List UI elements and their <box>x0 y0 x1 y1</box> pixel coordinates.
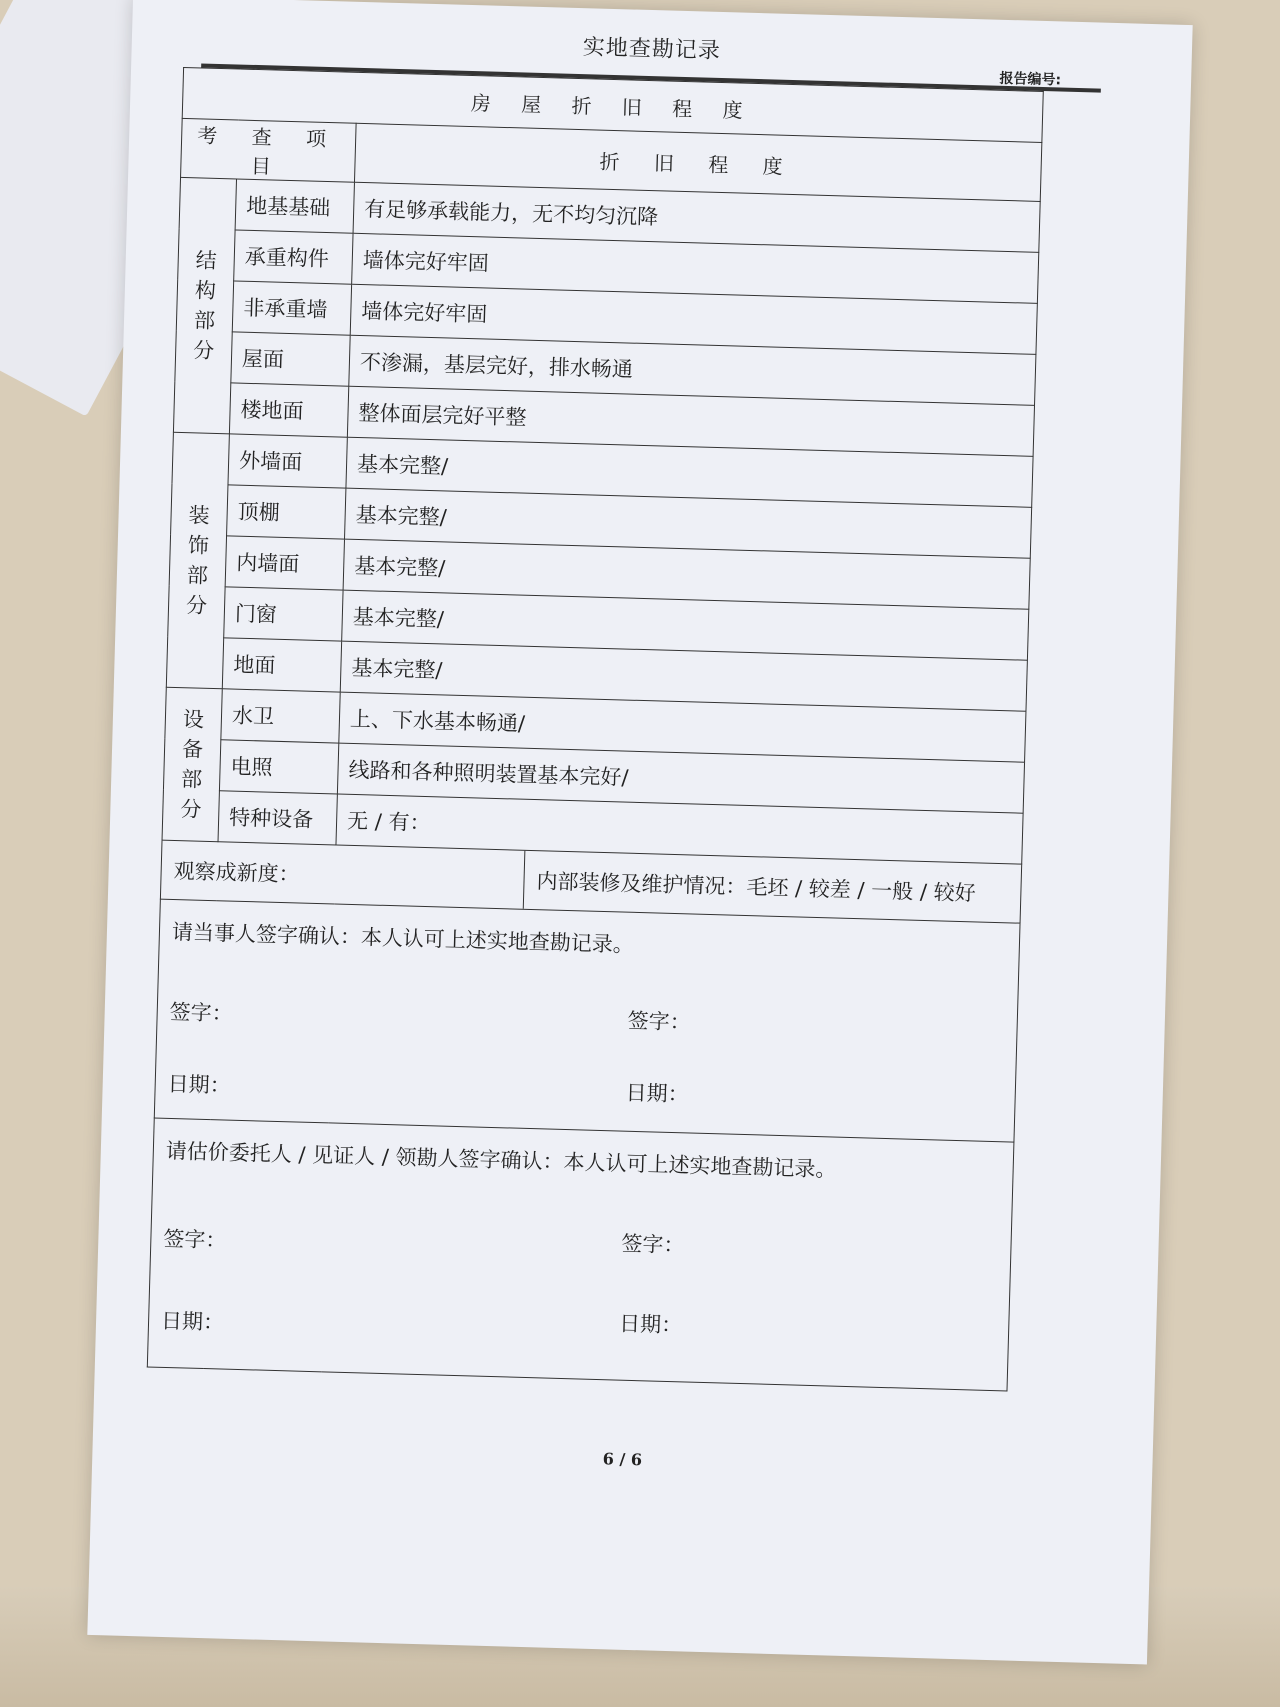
client-signature-left[interactable]: 签字： <box>163 1226 227 1253</box>
item-label: 屋面 <box>231 332 350 386</box>
item-value: 无 / 有： <box>336 794 1023 864</box>
client-date-left[interactable]: 日期： <box>160 1308 225 1335</box>
client-confirm-block <box>147 1118 1014 1391</box>
party-signature-left[interactable]: 签字： <box>169 999 234 1026</box>
group-label-char: 备 <box>181 737 204 762</box>
item-value: 墙体完好牢固 <box>350 284 1037 354</box>
column-header-item: 考 查 项 目 <box>181 118 357 182</box>
decoration-label: 内部装修及维护情况：毛坯 / 较差 / 一般 / 较好 <box>536 869 976 906</box>
newness-field[interactable] <box>161 841 525 909</box>
group-label-structure <box>173 177 236 433</box>
client-confirm-heading: 请估价委托人 / 见证人 / 领勘人签字确认：本人认可上述实地查勘记录。 <box>165 1138 837 1182</box>
item-label: 外墙面 <box>228 434 347 488</box>
item-value: 基本完整/ <box>343 539 1030 609</box>
page-number: 6 / 6 <box>602 1449 643 1470</box>
group-label-char: 设 <box>182 707 205 732</box>
party-date-left[interactable]: 日期： <box>167 1071 232 1098</box>
item-label: 楼地面 <box>229 383 348 437</box>
item-value: 不渗漏，基层完好，排水畅通 <box>349 335 1036 405</box>
item-value: 基本完整/ <box>345 488 1032 558</box>
item-label: 门窗 <box>224 587 343 641</box>
item-value: 基本完整/ <box>346 437 1033 507</box>
item-label: 地面 <box>222 638 341 692</box>
group-label-char: 分 <box>192 338 215 363</box>
group-label-decoration <box>166 432 229 688</box>
item-value: 上、下水基本畅通/ <box>339 692 1026 762</box>
group-label-char: 部 <box>193 308 216 333</box>
item-value: 基本完整/ <box>342 590 1029 660</box>
item-label: 内墙面 <box>225 536 344 590</box>
item-label: 水卫 <box>221 689 340 743</box>
column-header-degree: 折 旧 程 度 <box>354 123 1041 201</box>
group-label-char: 结 <box>195 248 218 273</box>
document-title: 实地查勘记录 <box>582 35 722 64</box>
item-value: 有足够承载能力，无不均匀沉降 <box>353 182 1040 252</box>
party-confirm-row <box>154 899 1020 1142</box>
client-signature-right[interactable]: 签字： <box>621 1231 685 1258</box>
item-value: 基本完整/ <box>340 641 1027 711</box>
client-confirm-row <box>147 1118 1014 1391</box>
item-label: 承重构件 <box>234 230 353 284</box>
item-value: 线路和各种照明装置基本完好/ <box>337 743 1024 813</box>
item-label: 特种设备 <box>218 791 337 845</box>
party-confirm-block <box>154 899 1020 1142</box>
party-date-right[interactable]: 日期： <box>625 1080 689 1107</box>
party-signature-right[interactable]: 签字： <box>627 1008 691 1035</box>
group-label-char: 饰 <box>187 533 210 558</box>
newness-label: 观察成新度： <box>173 859 300 887</box>
report-number-label: 报告编号: <box>999 70 1062 89</box>
item-label: 顶棚 <box>227 485 346 539</box>
item-value: 墙体完好牢固 <box>352 233 1039 303</box>
item-label: 电照 <box>219 740 338 794</box>
client-date-right[interactable]: 日期： <box>618 1311 683 1338</box>
group-label-char: 构 <box>194 278 217 303</box>
group-label-char: 部 <box>186 563 209 588</box>
section-title: 房 屋 折 旧 程 度 <box>182 67 1043 142</box>
group-label-char: 装 <box>188 503 210 528</box>
inspection-table <box>147 67 1044 1392</box>
group-label-char: 部 <box>180 767 203 792</box>
group-label-char: 分 <box>180 797 202 822</box>
item-label: 地基基础 <box>235 179 354 233</box>
item-value: 整体面层完好平整 <box>347 386 1034 456</box>
item-label: 非承重墙 <box>232 281 351 335</box>
group-label-char: 分 <box>185 593 208 618</box>
document-page <box>87 0 1192 1664</box>
party-confirm-heading: 请当事人签字确认：本人认可上述实地查勘记录。 <box>171 919 635 957</box>
group-label-equipment <box>162 687 222 842</box>
